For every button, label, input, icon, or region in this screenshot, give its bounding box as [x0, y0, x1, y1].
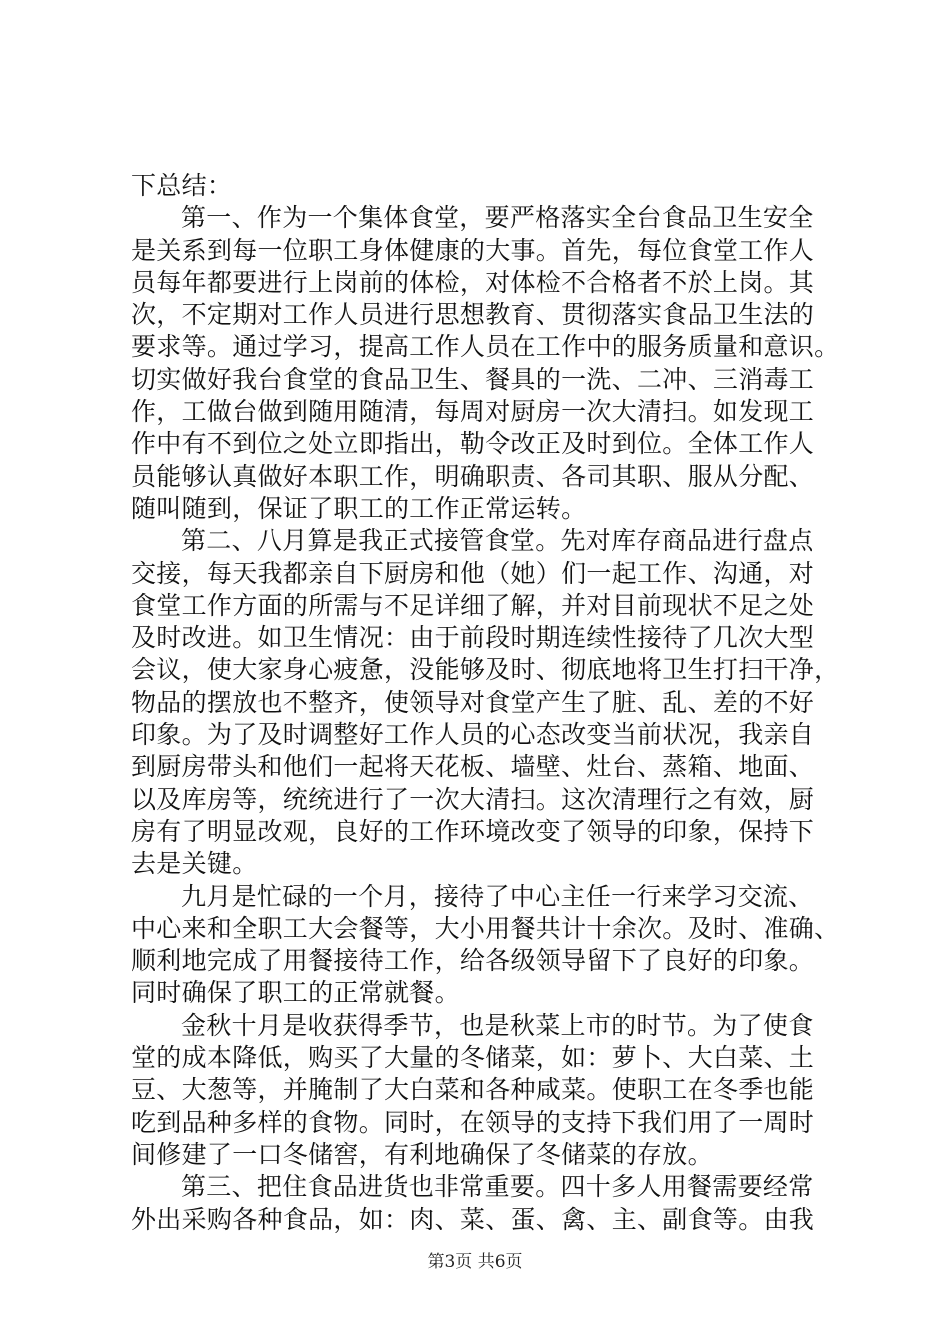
- document-body: [131, 170, 840, 1236]
- text-line: 员能够认真做好本职工作，明确职责、各司其职、服从分配、: [131, 461, 815, 491]
- text-line: 第一、作为一个集体食堂，要严格落实全台食品卫生安全: [181, 203, 814, 233]
- text-line: 食堂工作方面的所需与不足详细了解，并对目前现状不足之处: [131, 590, 815, 620]
- text-line: 及时改进。如卫生情况：由于前段时期连续性接待了几次大型: [131, 623, 815, 653]
- text-line: 同时确保了职工的正常就餐。: [131, 978, 460, 1008]
- text-line: 顺利地完成了用餐接待工作，给各级领导留下了良好的印象。: [131, 946, 815, 976]
- text-line: 第二、八月算是我正式接管食堂。先对库存商品进行盘点: [181, 526, 814, 556]
- text-line: 房有了明显改观，良好的工作环境改变了领导的印象，保持下: [131, 816, 815, 846]
- text-line: 堂的成本降低，购买了大量的冬储菜，如：萝卜、大白菜、土: [131, 1043, 815, 1073]
- text-line: 外出采购各种食品，如：肉、菜、蛋、禽、主、副食等。由我: [131, 1204, 815, 1234]
- text-line: 金秋十月是收获得季节，也是秋菜上市的时节。为了使食: [181, 1010, 814, 1040]
- page-footer: 第3页 共6页: [427, 1252, 523, 1272]
- text-line: 以及库房等，统统进行了一次大清扫。这次清理行之有效，厨: [131, 784, 815, 814]
- text-line: 切实做好我台食堂的食品卫生、餐具的一洗、二冲、三消毒工: [131, 364, 815, 394]
- text-line: 九月是忙碌的一个月，接待了中心主任一行来学习交流、: [181, 881, 814, 911]
- text-line: 次，不定期对工作人员进行思想教育、贯彻落实食品卫生法的: [131, 300, 815, 330]
- text-line: 去是关键。: [131, 849, 258, 879]
- text-line: 印象。为了及时调整好工作人员的心态改变当前状况，我亲自: [131, 720, 815, 750]
- text-line: 下总结：: [131, 171, 233, 200]
- text-line: 物品的摆放也不整齐，使领导对食堂产生了脏、乱、差的不好: [131, 687, 815, 717]
- text-line: 间修建了一口冬储窖，有利地确保了冬储菜的存放。: [131, 1139, 713, 1169]
- text-line: 交接，每天我都亲自下厨房和他（她）们一起工作、沟通，对: [131, 558, 815, 588]
- text-line: 豆、大葱等，并腌制了大白菜和各种咸菜。使职工在冬季也能: [131, 1075, 815, 1105]
- text-line: 第三、把住食品进货也非常重要。四十多人用餐需要经常: [181, 1172, 814, 1202]
- text-line: 作中有不到位之处立即指出，勒令改正及时到位。全体工作人: [131, 429, 815, 459]
- text-line: 要求等。通过学习，提高工作人员在工作中的服务质量和意识。: [131, 332, 840, 362]
- text-line: 随叫随到，保证了职工的工作正常运转。: [131, 493, 587, 523]
- text-line: 作，工做台做到随用随清，每周对厨房一次大清扫。如发现工: [131, 397, 815, 427]
- text-line: 中心来和全职工大会餐等，大小用餐共计十余次。及时、准确、: [131, 913, 840, 943]
- text-line: 吃到品种多样的食物。同时，在领导的支持下我们用了一周时: [131, 1107, 815, 1137]
- text-line: 员每年都要进行上岗前的体检，对体检不合格者不於上岗。其: [131, 267, 815, 297]
- text-line: 会议，使大家身心疲惫，没能够及时、彻底地将卫生打扫干净，: [131, 655, 840, 685]
- text-line: 是关系到每一位职工身体健康的大事。首先，每位食堂工作人: [131, 235, 815, 265]
- text-line: 到厨房带头和他们一起将天花板、墙壁、灶台、蒸箱、地面、: [131, 752, 815, 782]
